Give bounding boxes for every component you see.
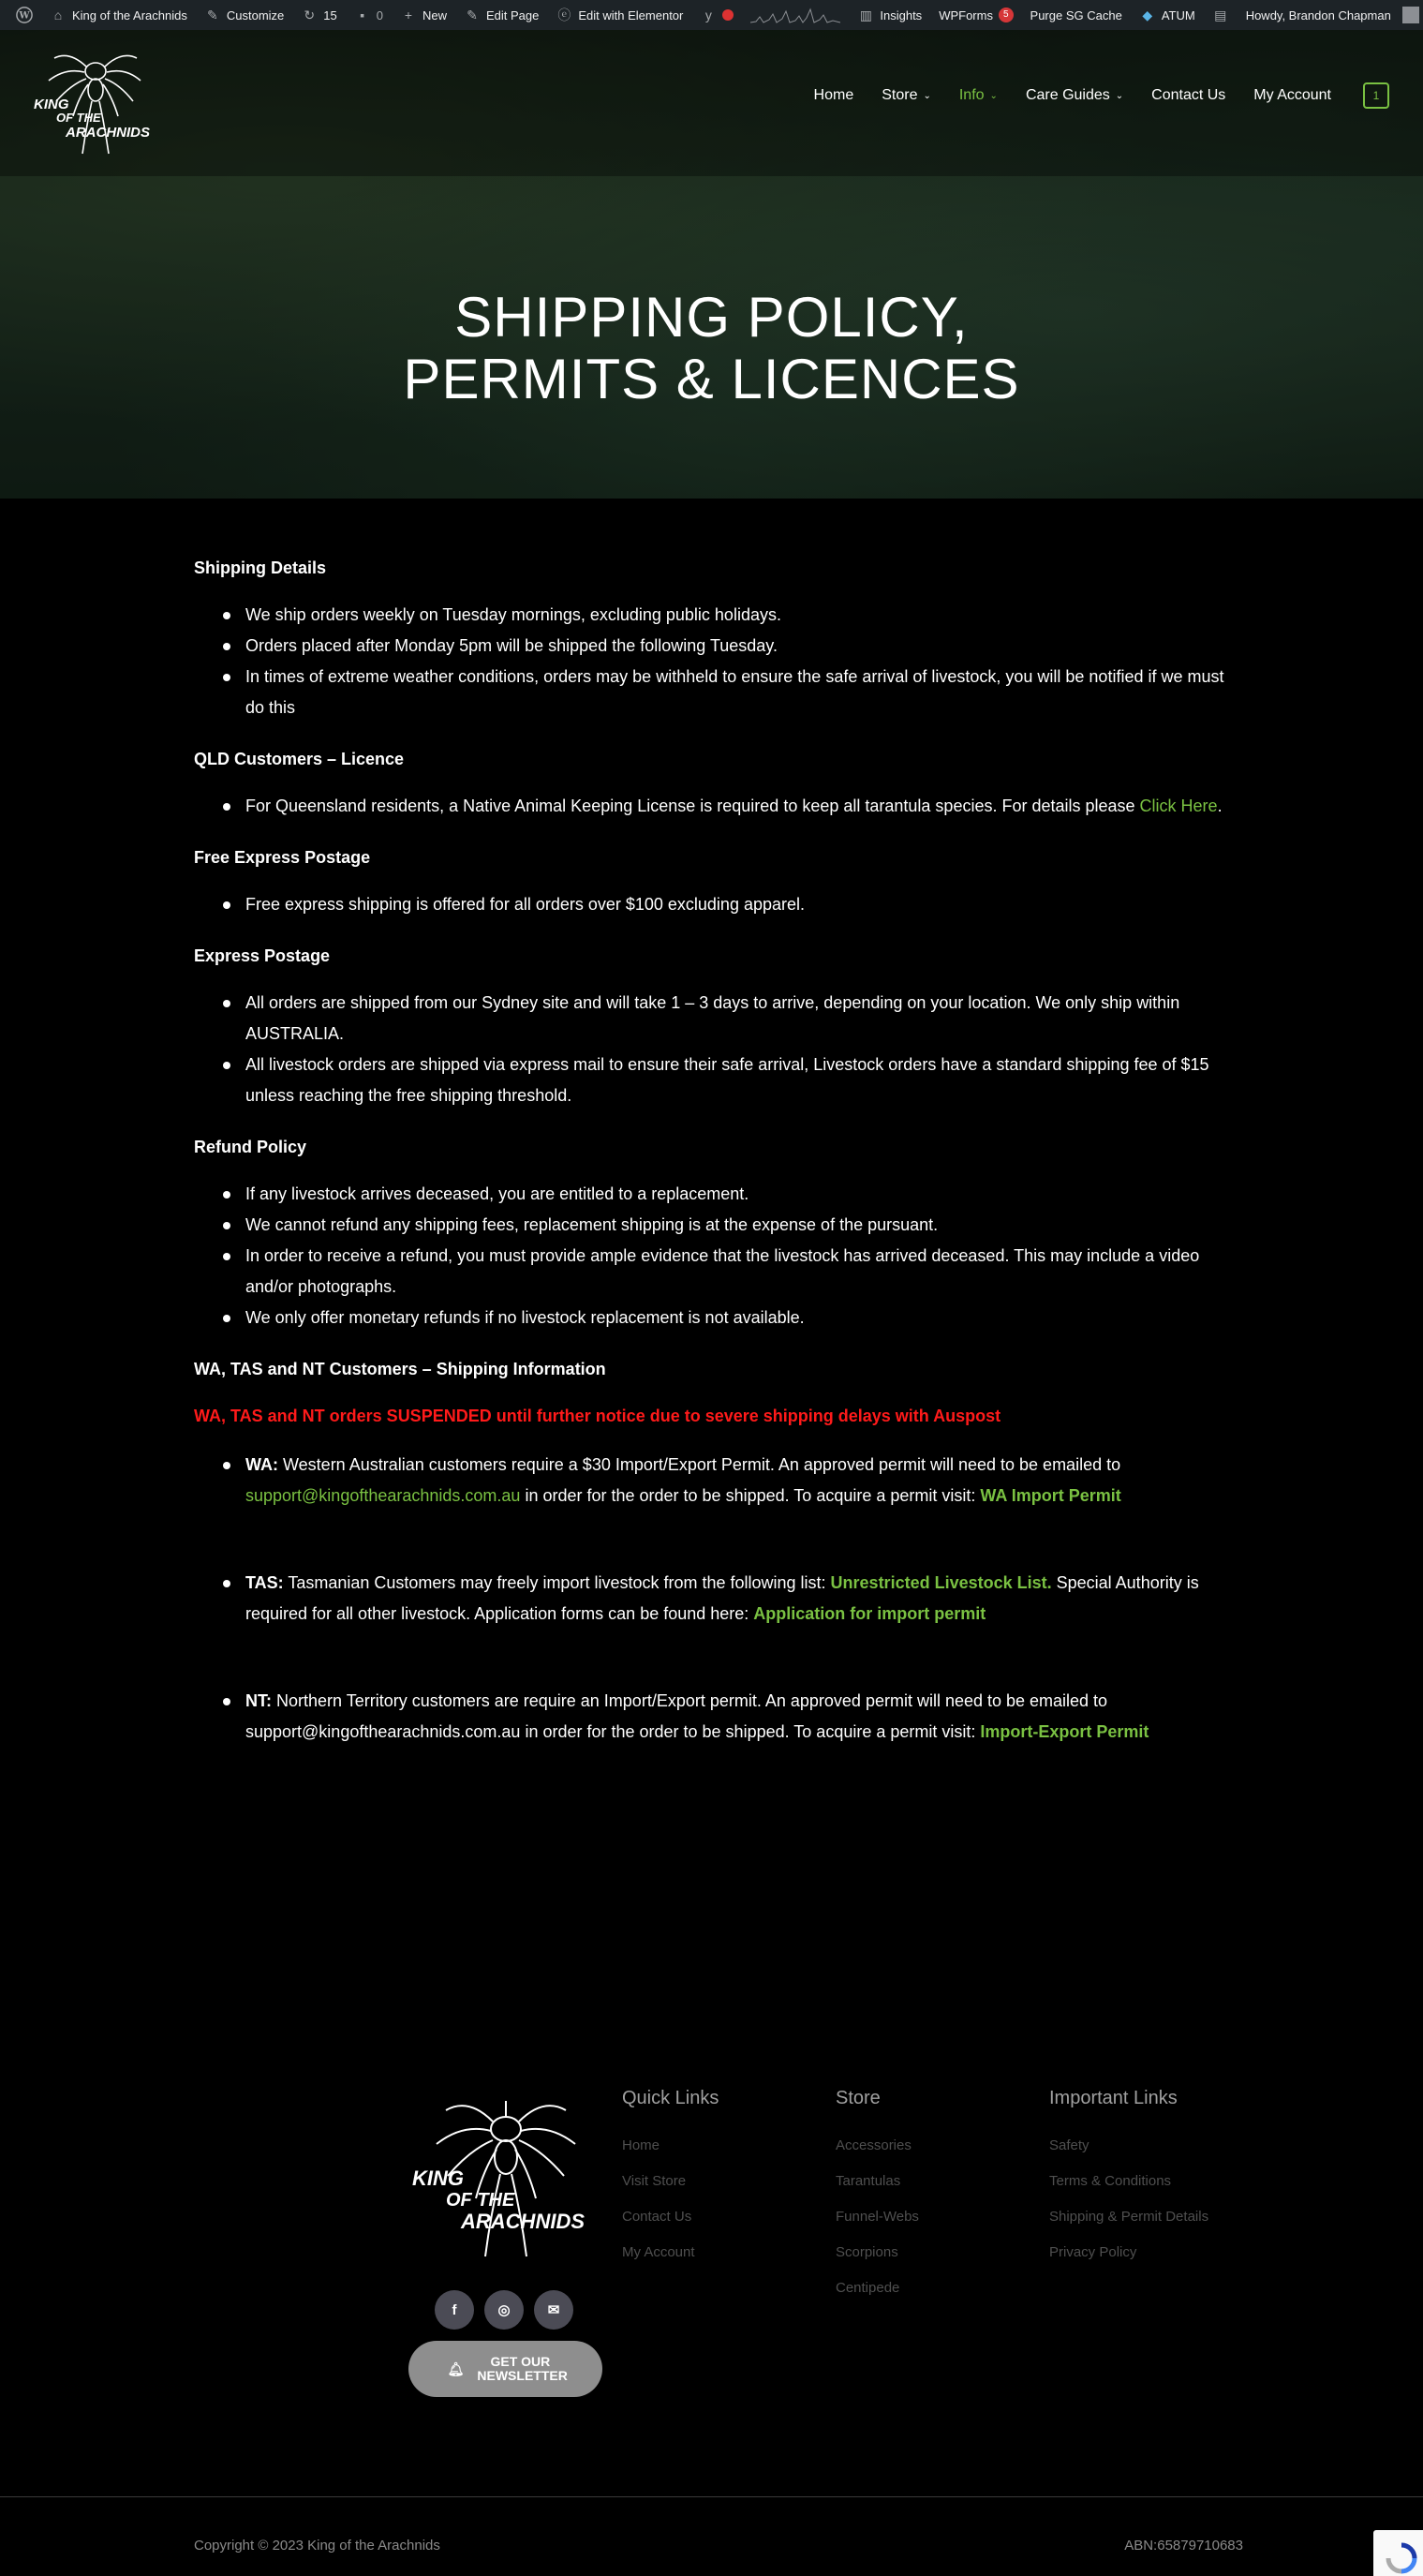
atum-icon: ◆ — [1142, 7, 1153, 22]
home-icon: ⌂ — [53, 7, 63, 22]
footer-link-shipping-permits[interactable]: Shipping & Permit Details — [1049, 2209, 1209, 2225]
important-links-heading: Important Links — [1049, 2088, 1178, 2108]
list-item: Orders placed after Monday 5pm will be shipped the following Tuesday. — [194, 631, 1234, 662]
free-express-heading: Free Express Postage — [194, 848, 371, 867]
qld-end: . — [1217, 797, 1223, 815]
atum-label: ATUM — [1161, 7, 1195, 22]
list-item: We only offer monetary refunds if no livestock replacement is not available. — [194, 1303, 1234, 1333]
tas-text-2: Special Authority is required for all other livestock. Application forms can be found here: — [245, 1573, 1199, 1623]
notes-link[interactable] — [1204, 0, 1238, 30]
purge-cache-button[interactable] — [1022, 0, 1131, 30]
list-item: In order to receive a refund, you must provide ample evidence that the livestock has arrived deceased. This may include a video and/or photographs. — [194, 1241, 1234, 1303]
avatar — [1402, 7, 1419, 23]
bell-icon: 🔔︎ — [447, 2360, 465, 2376]
cart-count: 1 — [1372, 89, 1380, 102]
list-item-wa — [194, 1450, 1234, 1511]
qld-licence-list — [194, 791, 1234, 822]
tas-label: TAS: — [245, 1573, 284, 1592]
elementor-label: Edit with Elementor — [578, 7, 684, 22]
nav-my-account[interactable] — [1253, 87, 1331, 104]
nt-label: NT: — [245, 1691, 272, 1710]
notes-icon: ▤ — [1214, 7, 1227, 22]
qld-text: For Queensland residents, a Native Animal Keeping License is required to keep all tarantula species. For details please — [245, 797, 1140, 815]
list-item-tas — [194, 1568, 1234, 1630]
footer-link-safety[interactable]: Safety — [1049, 2137, 1089, 2153]
traffic-sparkline[interactable] — [742, 0, 849, 30]
cart-button[interactable] — [1363, 82, 1389, 109]
chevron-down-icon: ⌄ — [923, 90, 931, 101]
logo-text-arachnids: ARACHNIDS — [66, 125, 150, 141]
main-navigation — [814, 82, 1389, 109]
list-item: We cannot refund any shipping fees, replacement shipping is at the expense of the pursuant. — [194, 1210, 1234, 1241]
customize-label: Customize — [226, 7, 285, 22]
footer-link-my-account[interactable]: My Account — [622, 2244, 695, 2260]
recaptcha-badge[interactable] — [1373, 2530, 1423, 2576]
logo-text-king: KING — [34, 97, 69, 112]
nav-contact[interactable] — [1151, 87, 1225, 104]
admin-bar — [0, 0, 1423, 30]
footer-link-tarantulas[interactable]: Tarantulas — [836, 2173, 901, 2189]
purge-cache-label: Purge SG Cache — [1030, 7, 1122, 22]
wa-import-permit-link[interactable]: WA Import Permit — [980, 1486, 1121, 1505]
list-item: We ship orders weekly on Tuesday mornings, excluding public holidays. — [194, 600, 1234, 631]
plus-icon: + — [404, 7, 413, 22]
nav-store[interactable] — [882, 87, 931, 104]
nav-home-label: Home — [813, 87, 854, 103]
list-item — [194, 791, 1234, 822]
comments-link[interactable] — [346, 0, 392, 30]
qld-click-here-link[interactable]: Click Here — [1139, 797, 1218, 815]
qld-licence-heading: QLD Customers – Licence — [194, 750, 405, 768]
wpforms-badge: 5 — [999, 7, 1014, 22]
footer-logo-of-the: OF THE — [446, 2190, 515, 2211]
footer-link-accessories[interactable]: Accessories — [836, 2137, 912, 2153]
list-item-nt — [194, 1686, 1234, 1748]
footer-important-links — [1049, 2088, 1208, 2271]
unrestricted-livestock-link[interactable]: Unrestricted Livestock List. — [830, 1573, 1052, 1592]
new-content-menu[interactable] — [392, 0, 455, 30]
nav-care-guides-label: Care Guides — [1025, 87, 1110, 103]
new-label: New — [422, 7, 447, 22]
page-title-line-1: SHIPPING POLICY, — [454, 286, 969, 349]
list-item: Free express shipping is offered for all orders over $100 excluding apparel. — [194, 889, 1234, 920]
wordpress-icon — [16, 7, 33, 23]
import-permit-application-link[interactable]: Application for import permit — [753, 1604, 986, 1623]
customize-link[interactable] — [196, 0, 292, 30]
footer-link-centipede[interactable]: Centipede — [836, 2280, 900, 2296]
free-express-list — [194, 889, 1234, 920]
footer-link-contact-us[interactable]: Contact Us — [622, 2209, 692, 2225]
yoast-icon: y — [704, 7, 712, 22]
store-heading: Store — [836, 2088, 881, 2108]
nav-info-label: Info — [958, 87, 985, 103]
nav-info[interactable] — [959, 87, 998, 104]
edit-page-label: Edit Page — [486, 7, 540, 22]
nav-contact-label: Contact Us — [1151, 87, 1226, 103]
wa-text-1: Western Australian customers require a $30 Import/Export Permit. An approved permit will need to be emailed to — [278, 1455, 1121, 1474]
chevron-down-icon: ⌄ — [1115, 90, 1124, 101]
footer-link-home[interactable]: Home — [622, 2137, 660, 2153]
list-item: All livestock orders are shipped via express mail to ensure their safe arrival, Livestock orders have a standard shipping fee of $15 unless reaching the free shipping threshold. — [194, 1050, 1234, 1111]
footer-link-visit-store[interactable]: Visit Store — [622, 2173, 687, 2189]
updates-icon: ↻ — [304, 7, 316, 22]
nt-text: Northern Territory customers are require an Import/Export permit. An approved permit will need to be emailed to support@kingofthearachnids.com.au in order for the order to be shipped. To acquire a permit visit: — [245, 1691, 1108, 1741]
quick-links-heading: Quick Links — [622, 2088, 719, 2108]
comment-icon: ▪ — [360, 7, 365, 22]
hero-banner — [0, 30, 1423, 499]
site-name-menu[interactable] — [41, 0, 196, 30]
footer-quick-links — [622, 2088, 719, 2271]
email-icon[interactable]: ✉ — [534, 2290, 573, 2330]
tas-text-1: Tasmanian Customers may freely import livestock from the following list: — [283, 1573, 831, 1592]
list-item: In times of extreme weather conditions, orders may be withheld to ensure the safe arrival of livestock, you will be notified if we must do this — [194, 662, 1234, 723]
wa-text-2: in order for the order to be shipped. To acquire a permit visit: — [520, 1486, 981, 1505]
nav-home[interactable] — [814, 87, 854, 104]
footer-divider — [0, 2496, 1423, 2497]
footer-logo-arachnids: ARACHNIDS — [461, 2210, 585, 2233]
elementor-icon: ⓔ — [557, 7, 571, 22]
seo-menu[interactable] — [691, 0, 742, 30]
howdy-label: Howdy, Brandon Chapman — [1245, 7, 1391, 22]
footer-link-scorpions[interactable]: Scorpions — [836, 2244, 898, 2260]
svg-text:W: W — [19, 10, 30, 22]
copyright-text: Copyright © 2023 King of the Arachnids — [194, 2538, 440, 2554]
footer-link-terms[interactable]: Terms & Conditions — [1049, 2173, 1172, 2189]
page-content — [194, 553, 1234, 1759]
support-email-link[interactable]: support@kingofthearachnids.com.au — [245, 1486, 521, 1505]
wa-label: WA: — [245, 1455, 278, 1474]
express-postage-heading: Express Postage — [194, 946, 331, 965]
refund-policy-heading: Refund Policy — [194, 1138, 307, 1156]
nav-my-account-label: My Account — [1253, 87, 1331, 103]
insights-link[interactable] — [849, 0, 930, 30]
insights-label: Insights — [880, 7, 923, 22]
updates-count: 15 — [323, 7, 337, 22]
express-postage-list — [194, 988, 1234, 1111]
list-item: All orders are shipped from our Sydney site and will take 1 – 3 days to arrive, depending on your location. We only ship within AUSTRALIA. — [194, 988, 1234, 1050]
wpforms-link[interactable] — [930, 0, 1021, 30]
refund-policy-list — [194, 1179, 1234, 1333]
comments-count: 0 — [376, 7, 383, 22]
newsletter-button[interactable] — [408, 2341, 602, 2397]
social-links — [435, 2290, 573, 2330]
footer-store-links — [836, 2088, 919, 2306]
atum-menu[interactable] — [1131, 0, 1204, 30]
wpforms-label: WPForms — [939, 7, 993, 22]
import-export-permit-link[interactable]: Import-Export Permit — [980, 1722, 1149, 1741]
page-title — [0, 287, 1423, 410]
newsletter-label: GET OUR NEWSLETTER — [477, 2354, 568, 2383]
page-title-line-2: PERMITS & LICENCES — [403, 348, 1020, 410]
footer-logo[interactable] — [408, 2088, 603, 2271]
chevron-down-icon: ⌄ — [989, 90, 998, 101]
wordpress-menu[interactable] — [7, 0, 41, 30]
elementor-menu[interactable] — [547, 0, 691, 30]
user-account-menu[interactable] — [1238, 0, 1423, 30]
nav-care-guides[interactable] — [1026, 87, 1123, 104]
suspension-alert: WA, TAS and NT orders SUSPENDED until further notice due to severe shipping delays with Auspost — [194, 1407, 1001, 1425]
pencil-icon: ✎ — [467, 7, 478, 22]
list-item: If any livestock arrives deceased, you are entitled to a replacement. — [194, 1179, 1234, 1210]
nav-store-label: Store — [882, 87, 918, 103]
footer-logo-king: KING — [412, 2167, 464, 2190]
footer-link-funnel-webs[interactable]: Funnel-Webs — [836, 2209, 919, 2225]
seo-status-dot — [722, 9, 734, 21]
facebook-icon[interactable]: f — [435, 2290, 474, 2330]
recaptcha-icon — [1383, 2539, 1420, 2576]
logo-text-of-the: OF THE — [56, 111, 101, 125]
brush-icon: ✎ — [206, 7, 218, 22]
shipping-details-heading: Shipping Details — [194, 558, 327, 577]
abn-text: ABN:65879710683 — [1124, 2538, 1243, 2554]
shipping-details-list — [194, 600, 1234, 723]
bar-chart-icon: ▥ — [859, 7, 872, 22]
site-logo[interactable] — [28, 43, 159, 165]
traffic-sparkline-graph — [750, 6, 840, 24]
instagram-icon[interactable]: ◎ — [484, 2290, 524, 2330]
footer-link-privacy[interactable]: Privacy Policy — [1049, 2244, 1137, 2260]
state-permits-list — [194, 1450, 1234, 1748]
updates-link[interactable] — [292, 0, 345, 30]
wa-tas-nt-heading: WA, TAS and NT Customers – Shipping Information — [194, 1360, 606, 1378]
site-name-label: King of the Arachnids — [72, 7, 187, 22]
edit-page-link[interactable] — [455, 0, 547, 30]
